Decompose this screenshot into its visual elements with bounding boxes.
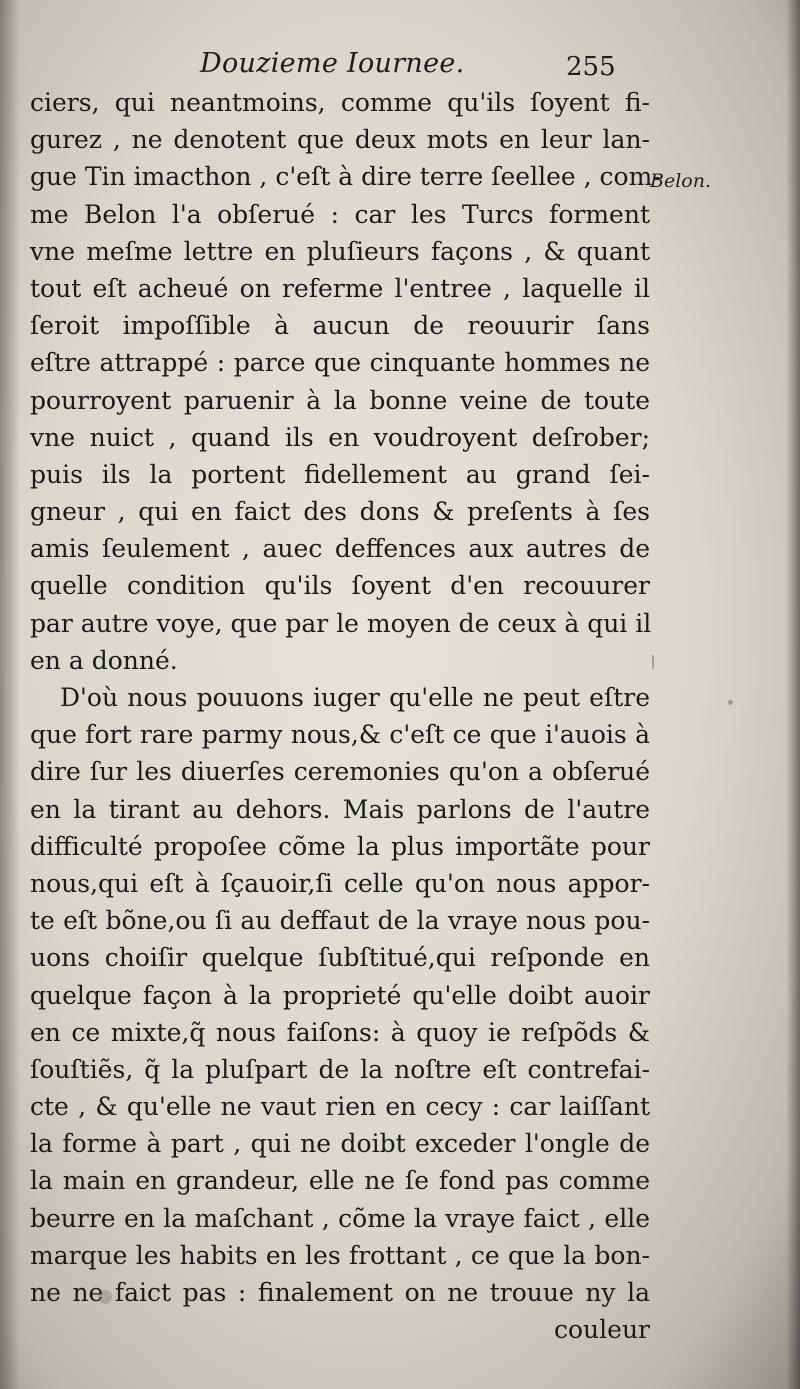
text-line: beurre en la maſchant , cõme la vraye faict , elle <box>30 1203 650 1233</box>
page-number: 255 <box>566 52 616 82</box>
page-gutter-shadow <box>0 0 20 1389</box>
running-title: Douzieme Iournee. <box>200 48 465 79</box>
body-text <box>30 84 661 1348</box>
text-line: en ce mixte,q̃ nous faiſons: à quoy ie reſpõds & <box>30 1017 650 1047</box>
paper-speck <box>728 700 733 705</box>
text-line: quelque façon à la proprieté qu'elle doibt auoir <box>30 980 650 1010</box>
text-line: ne ne faict pas : finalement on ne trouue ny la <box>30 1278 650 1307</box>
text-line: que fort rare parmy nous,& c'eſt ce que i'auois à <box>30 720 650 750</box>
text-line: ciers, qui neantmoins, comme qu'ils ſoyent fi- <box>30 88 650 117</box>
text-line-paragraph-start: D'où nous pouuons iuger qu'elle ne peut eſtre <box>60 683 650 712</box>
text-line: gurez , ne denotent que deux mots en leur lan- <box>30 125 650 155</box>
text-line: ſouſtiẽs, q̃ la pluſpart de la noſtre eſt contrefai- <box>30 1054 650 1084</box>
paper-speck <box>98 1290 112 1304</box>
catchword: couleur <box>554 1315 650 1345</box>
text-line: nous,qui eſt à ſçauoir,ſi celle qu'on nous appor- <box>30 868 650 898</box>
text-line: uons choiſir quelque ſubſtitué,qui reſponde en <box>30 943 650 973</box>
text-line: gue Tin imacthon , c'eſt à dire terre ſeellee , com- <box>30 162 661 192</box>
page-edge-shadow <box>786 0 800 1389</box>
text-line: me Belon l'a obſerué : car les Turcs forment <box>30 199 650 229</box>
text-line: la main en grandeur, elle ne ſe fond pas comme <box>30 1166 650 1196</box>
text-line: vne nuict , quand ils en voudroyent deſrober; <box>30 422 650 452</box>
text-line: eſtre attrappé : parce que cinquante hommes ne <box>30 348 650 378</box>
text-line: vne meſme lettre en pluſieurs façons , & quant <box>30 236 650 266</box>
text-line: quelle condition qu'ils ſoyent d'en recouurer <box>30 571 650 601</box>
margin-note: Belon. <box>650 170 711 192</box>
text-line: ſeroit impoſſible à aucun de reouurir ſans <box>30 311 650 341</box>
text-line: puis ils la portent fidellement au grand ſei- <box>30 459 650 489</box>
paper-speck <box>652 655 654 669</box>
text-line: amis ſeulement , auec deffences aux autres de <box>30 534 650 564</box>
text-line: marque les habits en les frottant , ce que la bon- <box>30 1240 650 1270</box>
text-line: en la tirant au dehors. Mais parlons de l'autre <box>30 794 650 824</box>
text-line: cte , & qu'elle ne vaut rien en cecy : car laiſſant <box>30 1092 650 1122</box>
text-line: tout eſt acheué on referme l'entree , laquelle il <box>30 273 650 303</box>
text-line: par autre voye, que par le moyen de ceux à qui il <box>30 608 652 638</box>
text-line: pourroyent paruenir à la bonne veine de toute <box>30 385 650 415</box>
text-line: la forme à part , qui ne doibt exceder l'ongle de <box>30 1129 650 1159</box>
text-line: te eſt bõne,ou ſi au deffaut de la vraye nous pou- <box>30 906 650 936</box>
text-line: dire ſur les diuerſes ceremonies qu'on a obſerué <box>30 757 650 787</box>
text-line: difficulté propoſee cõme la plus importãte pour <box>30 831 650 861</box>
text-line: en a donné. <box>30 645 178 675</box>
text-line: gneur , qui en faict des dons & preſents à ſes <box>30 497 650 527</box>
